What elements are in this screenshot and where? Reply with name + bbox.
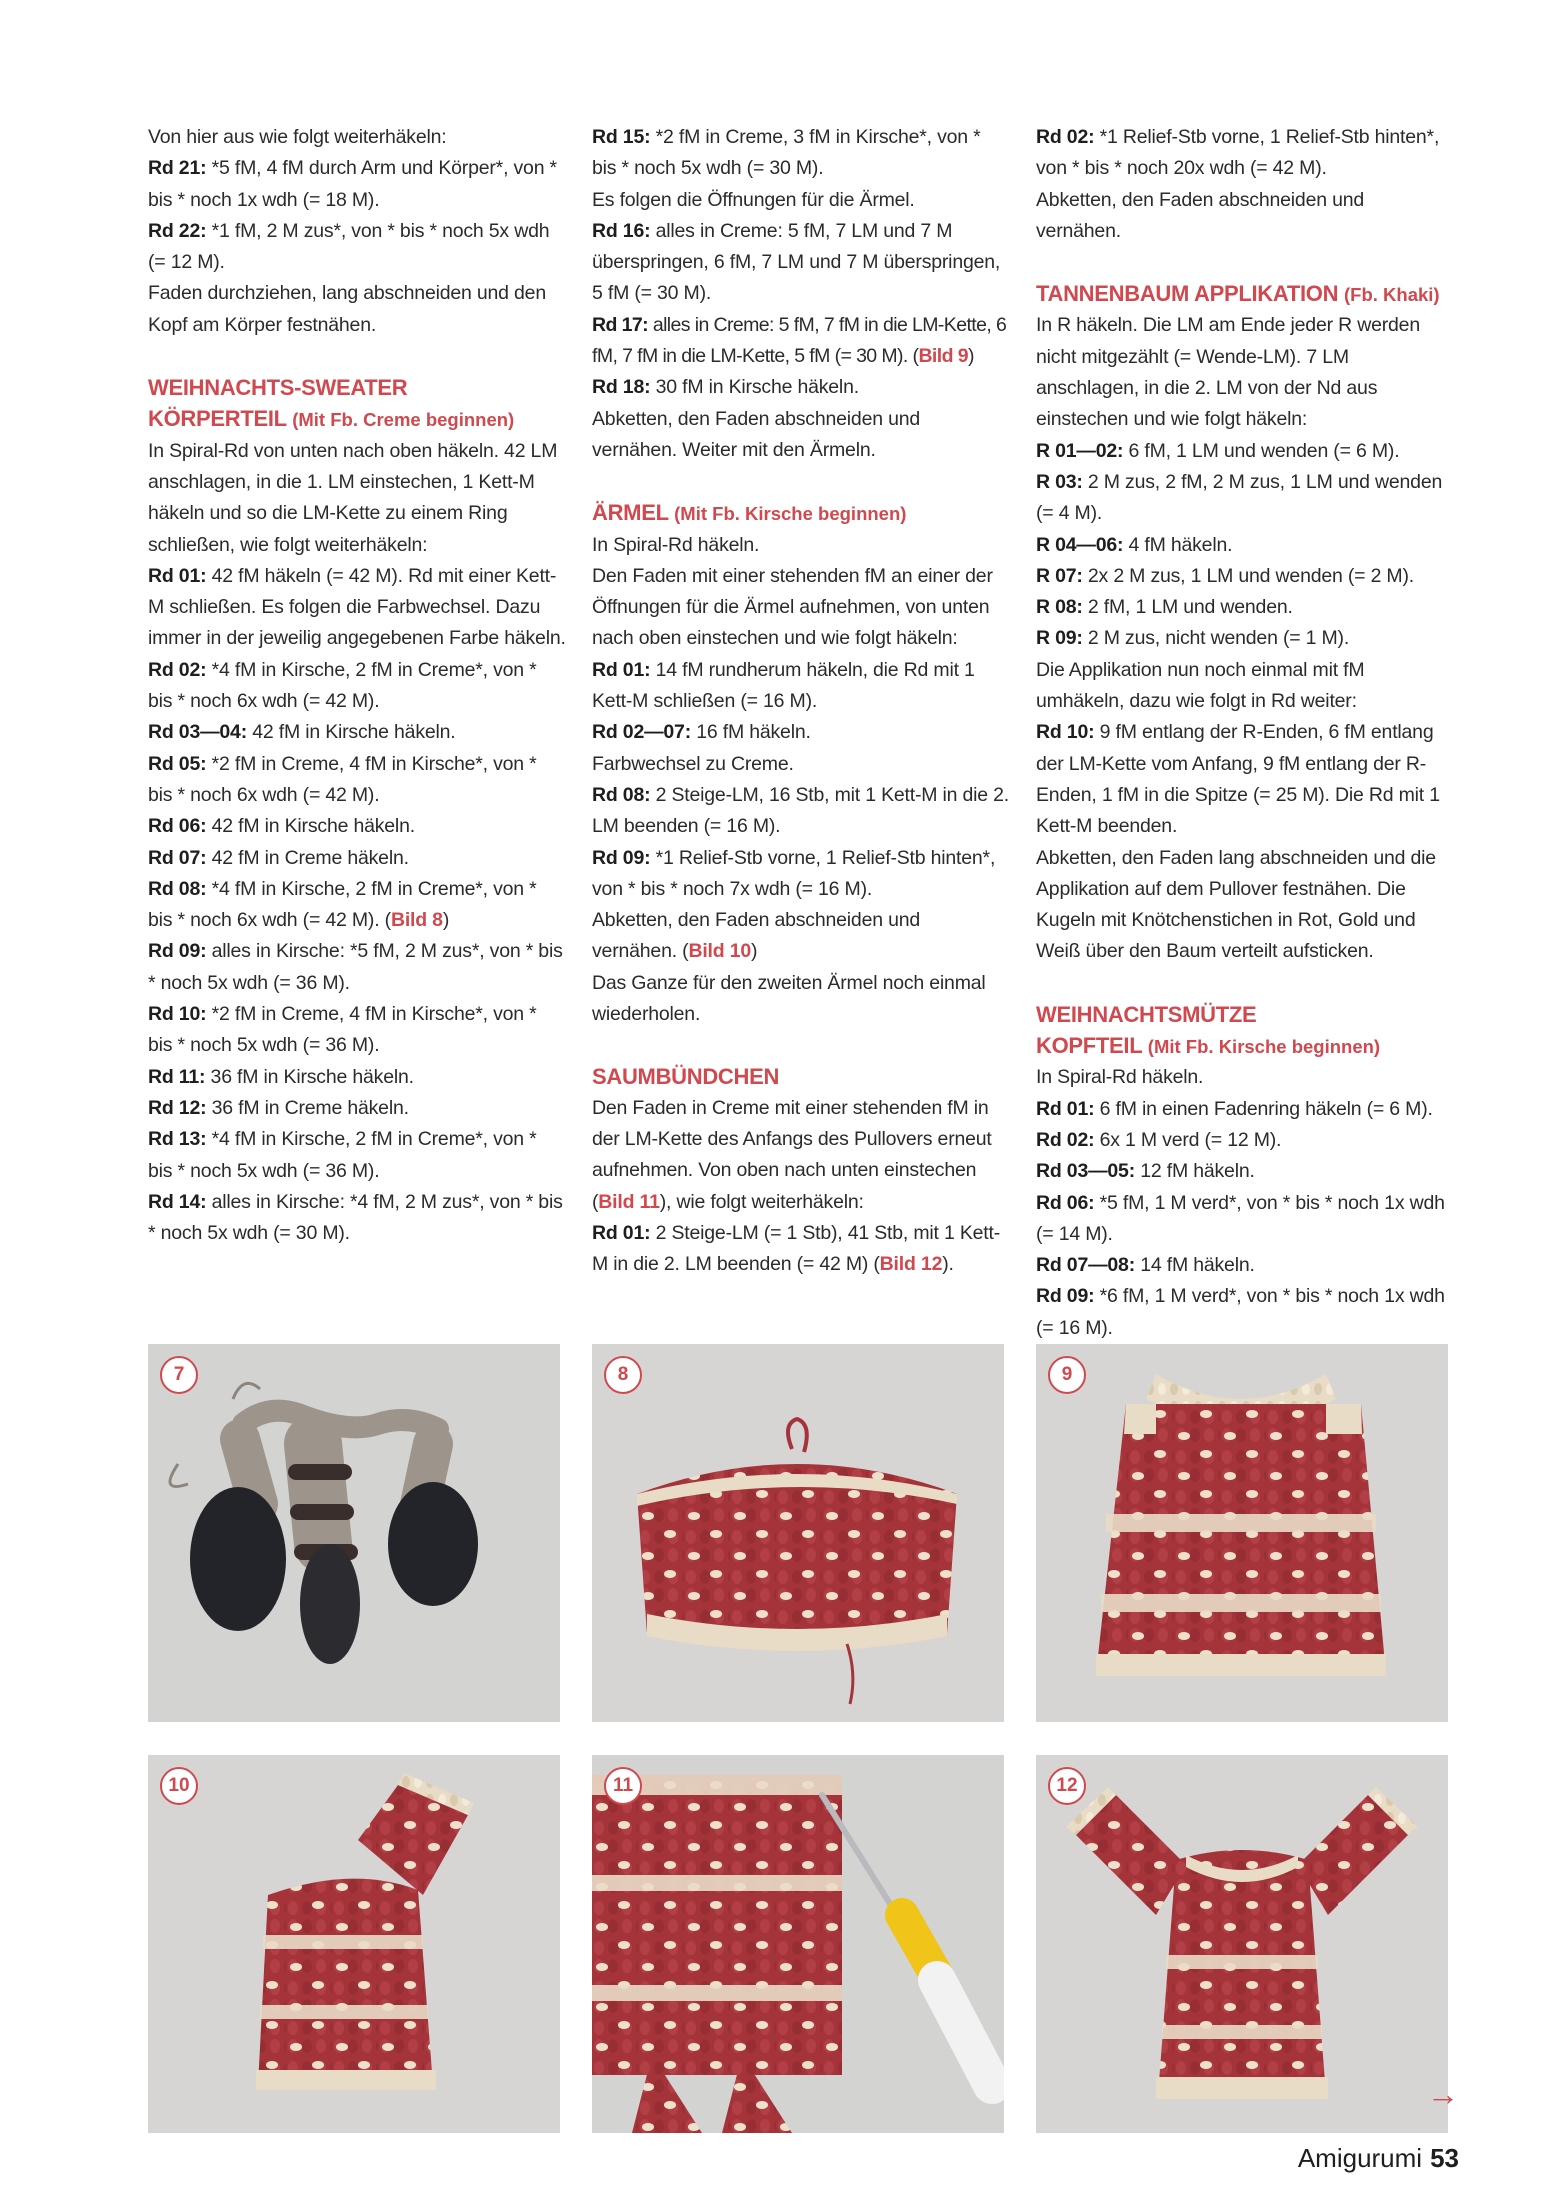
paragraph: Abketten, den Faden abschneiden und vernähen. Weiter mit den Ärmeln. — [592, 407, 921, 461]
photo-step-10 — [148, 1755, 560, 2133]
row-label: Rd 11: — [148, 1065, 206, 1088]
paragraph: In R häkeln. Die LM am Ende jeder R werden nicht mitgezählt (= Wende-LM). 7 LM anschlagen, in die 2. LM von der Nd aus einstechen und wie folgt häkeln: — [1036, 314, 1420, 431]
row-text: alles in Creme: 5 fM, 7 fM in die LM-Kette, 6 fM, 7 fM in die LM-Kette, 5 fM (= 30 M). ( — [592, 313, 1007, 368]
instruction-row — [148, 749, 566, 812]
row-label: Rd 02: — [1036, 1128, 1095, 1151]
finished-sweater-icon — [1036, 1755, 1448, 2133]
section-heading: WEIHNACHTS-SWEATER — [148, 375, 408, 401]
instruction-row — [1036, 561, 1454, 592]
row-text: ) — [751, 940, 758, 963]
row-text: *4 fM in Kirsche, 2 fM in Creme*, von * bis * noch 6x wdh (= 42 M). ( — [148, 877, 537, 932]
paragraph — [592, 1093, 1010, 1218]
row-text: ). — [942, 1253, 954, 1276]
instruction-row — [148, 717, 566, 748]
paragraph: In Spiral-Rd häkeln. — [592, 533, 760, 556]
row-text: 2 Steige-LM, 16 Stb, mit 1 Kett-M in die 2. LM beenden (= 16 M). — [592, 783, 1010, 838]
row-label: Rd 08: — [592, 783, 651, 806]
row-text: 30 fM in Kirsche häkeln. — [650, 376, 859, 399]
row-label: Rd 10: — [148, 1003, 207, 1026]
instruction-row — [1036, 467, 1454, 530]
row-text: 12 fM häkeln. — [1135, 1160, 1255, 1183]
row-label: Rd 07—08: — [1036, 1254, 1135, 1277]
photo-step-11 — [592, 1755, 1004, 2133]
section-heading — [592, 497, 1010, 529]
row-label: R 08: — [1036, 596, 1083, 619]
paragraph: Abketten, den Faden abschneiden und vernähen. — [1036, 188, 1365, 242]
paragraph: In Spiral-Rd häkeln. — [1036, 1066, 1204, 1089]
row-text: 2 M zus, nicht wenden (= 1 M). — [1082, 627, 1350, 650]
row-text: 2 Steige-LM (= 1 Stb), 41 Stb, mit 1 Kett-M in die 2. LM beenden (= 42 M) ( — [592, 1221, 1001, 1276]
row-text: 42 fM in Kirsche häkeln. — [206, 815, 415, 838]
instruction-row — [148, 655, 566, 718]
row-label: Rd 10: — [1036, 721, 1095, 744]
row-text: *4 fM in Kirsche, 2 fM in Creme*, von * bis * noch 6x wdh (= 42 M). — [148, 658, 537, 713]
row-label: R 03: — [1036, 470, 1083, 493]
instruction-row — [148, 936, 566, 999]
instruction-row — [1036, 530, 1454, 561]
row-label: Rd 13: — [148, 1128, 207, 1151]
photo-step-7 — [148, 1344, 560, 1722]
instruction-row — [148, 843, 566, 874]
instruction-row — [592, 310, 1010, 373]
instruction-row — [592, 122, 1010, 185]
instruction-row — [148, 1187, 566, 1250]
instruction-row — [1036, 1156, 1454, 1187]
row-text: 14 fM häkeln. — [1135, 1254, 1255, 1277]
row-label: Rd 07: — [148, 846, 207, 869]
paragraph: In Spiral-Rd von unten nach oben häkeln. 42 LM anschlagen, in die 1. LM einstechen, 1 Kett-M häkeln und so die LM-Kette zu einem Ring schließen, wie folgt weiterhäkeln: — [148, 439, 558, 556]
row-text: 36 fM in Kirsche häkeln. — [205, 1065, 414, 1088]
row-text: ) — [442, 909, 450, 932]
row-text: *1 Relief-Stb vorne, 1 Relief-Stb hinten*, von * bis * noch 7x wdh (= 16 M). — [592, 846, 996, 900]
paragraph: Von hier aus wie folgt weiterhäkeln: — [148, 126, 447, 148]
row-label: Rd 03—05: — [1036, 1160, 1135, 1183]
photo-number-badge: 9 — [1048, 1356, 1086, 1394]
row-label: Rd 08: — [148, 877, 207, 900]
row-label: Rd 01: — [148, 564, 207, 587]
row-label: Rd 09: — [1036, 1285, 1095, 1308]
photo-step-12 — [1036, 1755, 1448, 2133]
row-label: R 07: — [1036, 564, 1083, 587]
instruction-row — [1036, 122, 1454, 185]
row-label: Rd 09: — [592, 846, 651, 869]
row-label: Rd 06: — [1036, 1191, 1095, 1214]
row-text: *2 fM in Creme, 4 fM in Kirsche*, von * bis * noch 5x wdh (= 36 M). — [148, 1003, 537, 1057]
row-label: Rd 01: — [592, 1221, 651, 1244]
instruction-row — [592, 1218, 1010, 1281]
image-reference: Bild 9 — [918, 345, 968, 368]
instruction-row — [1036, 717, 1454, 842]
instruction-row — [1036, 1125, 1454, 1156]
row-text: *2 fM in Creme, 3 fM in Kirsche*, von * bis * noch 5x wdh (= 30 M). — [592, 126, 981, 180]
row-label: Rd 02—07: — [592, 721, 691, 744]
row-label: Rd 21: — [148, 157, 207, 180]
magazine-name: Amigurumi — [1297, 2143, 1423, 2173]
instruction-row — [592, 216, 1010, 310]
row-label: Rd 05: — [148, 752, 207, 775]
row-label: R 09: — [1036, 627, 1083, 650]
row-text: ), wie folgt weiterhäkeln: — [659, 1190, 864, 1213]
instruction-row — [1036, 1094, 1454, 1125]
row-label: R 01—02: — [1036, 439, 1124, 462]
row-text: 16 fM häkeln. — [691, 721, 811, 744]
row-text: alles in Kirsche: *5 fM, 2 M zus*, von * bis * noch 5x wdh (= 36 M). — [148, 940, 563, 994]
row-label: Rd 14: — [148, 1190, 207, 1213]
crochet-hook-hem-icon — [592, 1755, 1004, 2133]
instruction-row — [1036, 592, 1454, 623]
row-label: Rd 06: — [148, 815, 207, 838]
paragraph: Die Applikation nun noch einmal mit fM umhäkeln, dazu wie folgt in Rd weiter: — [1036, 658, 1365, 713]
instruction-row — [148, 1093, 566, 1124]
section-heading: WEIHNACHTSMÜTZE — [1036, 1001, 1257, 1027]
heading-text: KÖRPERTEIL — [148, 406, 287, 432]
instruction-row — [592, 655, 1010, 718]
paragraph: Den Faden mit einer stehenden fM an einer der Öffnungen für die Ärmel aufnehmen, von unten nach oben einstechen und wie folgt häkeln: — [592, 564, 993, 650]
heading-color-note: (Mit Fb. Creme beginnen) — [292, 409, 515, 431]
row-text: 42 fM häkeln (= 42 M). Rd mit einer Kett-M schließen. Es folgen die Farbwechsel. Dazu immer in der jeweilig angegebenen Farbe häkeln. — [148, 564, 566, 650]
instruction-row — [1036, 623, 1454, 654]
section-subheading — [1036, 1030, 1454, 1062]
image-reference: Bild 11 — [598, 1190, 660, 1213]
row-text: 6 fM, 1 LM und wenden (= 6 M). — [1123, 439, 1400, 462]
paragraph: Abketten, den Faden lang abschneiden und die Applikation auf dem Pullover festnähen. Die Kugeln mit Knötchenstichen in Rot, Gold und Weiß über den Baum verteilt aufsticken. — [1036, 846, 1436, 963]
paragraph: Faden durchziehen, lang abschneiden und den Kopf am Körper festnähen. — [148, 282, 546, 336]
row-text: alles in Creme: 5 fM, 7 LM und 7 M überspringen, 6 fM, 7 LM und 7 M überspringen, 5 fM (= 30 M). — [592, 219, 1001, 305]
paragraph: Das Ganze für den zweiten Ärmel noch einmal wiederholen. — [592, 971, 986, 1026]
photo-step-9 — [1036, 1344, 1448, 1722]
section-heading — [1036, 278, 1454, 310]
paragraph: Farbwechsel zu Creme. — [592, 752, 794, 775]
row-text: 42 fM in Creme häkeln. — [206, 846, 409, 869]
instruction-row — [148, 1124, 566, 1187]
row-text: 2 fM, 1 LM und wenden. — [1082, 596, 1293, 619]
image-reference: Bild 8 — [390, 909, 443, 932]
instruction-row — [148, 216, 566, 279]
page-footer — [1298, 2143, 1459, 2174]
row-text: *6 fM, 1 M verd*, von * bis * noch 1x wdh (= 16 M). — [1036, 1285, 1445, 1339]
row-label: Rd 22: — [148, 219, 207, 242]
section-subheading — [148, 403, 566, 435]
instruction-row — [148, 999, 566, 1062]
page-number: 53 — [1430, 2143, 1459, 2173]
row-label: Rd 17: — [592, 313, 648, 336]
paragraph — [592, 905, 1010, 968]
heading-text: ÄRMEL — [592, 500, 669, 526]
row-text: 6 fM in einen Fadenring häkeln (= 6 M). — [1094, 1097, 1433, 1120]
image-reference: Bild 10 — [688, 940, 751, 963]
image-reference: Bild 12 — [879, 1253, 943, 1276]
row-label: Rd 01: — [592, 658, 651, 681]
instruction-row — [592, 843, 1010, 906]
row-label: Rd 16: — [592, 219, 651, 242]
row-text: 2 M zus, 2 fM, 2 M zus, 1 LM und wenden (= 4 M). — [1036, 470, 1443, 525]
row-text: 36 fM in Creme häkeln. — [206, 1096, 409, 1119]
instruction-row — [148, 1062, 566, 1093]
instruction-row — [592, 780, 1010, 843]
heading-text: KOPFTEIL — [1036, 1033, 1142, 1059]
instruction-row — [148, 561, 566, 655]
instruction-row — [148, 153, 566, 216]
photo-number-badge: 10 — [160, 1767, 198, 1805]
photo-step-8 — [592, 1344, 1004, 1722]
row-text: ) — [967, 345, 974, 368]
row-label: Rd 02: — [1036, 126, 1095, 148]
row-label: Rd 01: — [1036, 1097, 1095, 1120]
row-text: Den Faden in Creme mit einer stehenden fM in der LM-Kette des Anfangs des Pullovers erneut aufnehmen. Von oben nach unten einstechen ( — [592, 1096, 992, 1213]
row-text: 9 fM entlang der R-Enden, 6 fM entlang der LM-Kette vom Anfang, 9 fM entlang der R-Enden, 1 fM in die Spitze (= 25 M). Die Rd mit 1 Kett-M beenden. — [1036, 721, 1440, 838]
row-text: alles in Kirsche: *4 fM, 2 M zus*, von * bis * noch 5x wdh (= 30 M). — [148, 1190, 563, 1245]
amigurumi-body-arms-icon — [148, 1344, 560, 1722]
instruction-row — [1036, 1250, 1454, 1281]
row-label: Rd 03—04: — [148, 721, 247, 744]
instruction-row — [1036, 436, 1454, 467]
instruction-row — [148, 874, 566, 937]
row-text: 4 fM häkeln. — [1123, 533, 1233, 556]
instruction-row — [1036, 1188, 1454, 1251]
row-label: Rd 15: — [592, 126, 651, 148]
text-column-1 — [148, 122, 566, 1249]
row-text: *5 fM, 4 fM durch Arm und Körper*, von * bis * noch 1x wdh (= 18 M). — [148, 157, 557, 211]
instruction-row — [1036, 1281, 1454, 1344]
row-text: 42 fM in Kirsche häkeln. — [247, 721, 456, 744]
sweater-first-sleeve-icon — [148, 1755, 560, 2133]
text-column-2 — [592, 122, 1010, 1280]
row-label: Rd 02: — [148, 658, 207, 681]
instruction-row — [592, 717, 1010, 748]
section-heading: SAUMBÜNDCHEN — [592, 1064, 780, 1090]
row-text: *5 fM, 1 M verd*, von * bis * noch 1x wdh (= 14 M). — [1036, 1191, 1445, 1245]
row-label: Rd 09: — [148, 940, 207, 963]
row-text: *4 fM in Kirsche, 2 fM in Creme*, von * bis * noch 5x wdh (= 36 M). — [148, 1128, 537, 1182]
row-text: 6x 1 M verd (= 12 M). — [1094, 1128, 1282, 1151]
heading-text: TANNENBAUM APPLIKATION — [1036, 281, 1339, 307]
photo-number-badge: 12 — [1048, 1767, 1086, 1805]
row-text: 14 fM rundherum häkeln, die Rd mit 1 Kett-M schließen (= 16 M). — [592, 658, 975, 713]
instruction-row — [148, 811, 566, 842]
heading-color-note: (Mit Fb. Kirsche beginnen) — [1147, 1036, 1381, 1058]
photo-number-badge: 11 — [604, 1767, 642, 1805]
row-text: *2 fM in Creme, 4 fM in Kirsche*, von * bis * noch 6x wdh (= 42 M). — [148, 752, 537, 806]
sweater-armholes-icon — [1036, 1344, 1448, 1722]
heading-color-note: (Mit Fb. Kirsche beginnen) — [674, 503, 907, 525]
heading-color-note: (Fb. Khaki) — [1344, 284, 1440, 306]
text-column-3 — [1036, 122, 1454, 1344]
row-text: *1 fM, 2 M zus*, von * bis * noch 5x wdh (= 12 M). — [148, 219, 550, 274]
row-label: R 04—06: — [1036, 533, 1124, 556]
row-text: 2x 2 M zus, 1 LM und wenden (= 2 M). — [1082, 564, 1414, 587]
row-label: Rd 12: — [148, 1096, 207, 1119]
instruction-row — [592, 372, 1010, 403]
row-label: Rd 18: — [592, 376, 651, 399]
photo-number-badge: 7 — [160, 1356, 198, 1394]
sweater-body-ring-icon — [592, 1344, 1004, 1722]
row-text: Abketten, den Faden abschneiden und vernähen. ( — [592, 909, 921, 963]
next-page-arrow-icon: → — [1427, 2076, 1459, 2112]
photo-number-badge: 8 — [604, 1356, 642, 1394]
row-text: *1 Relief-Stb vorne, 1 Relief-Stb hinten*, von * bis * noch 20x wdh (= 42 M). — [1036, 126, 1440, 180]
paragraph: Es folgen die Öffnungen für die Ärmel. — [592, 188, 915, 211]
